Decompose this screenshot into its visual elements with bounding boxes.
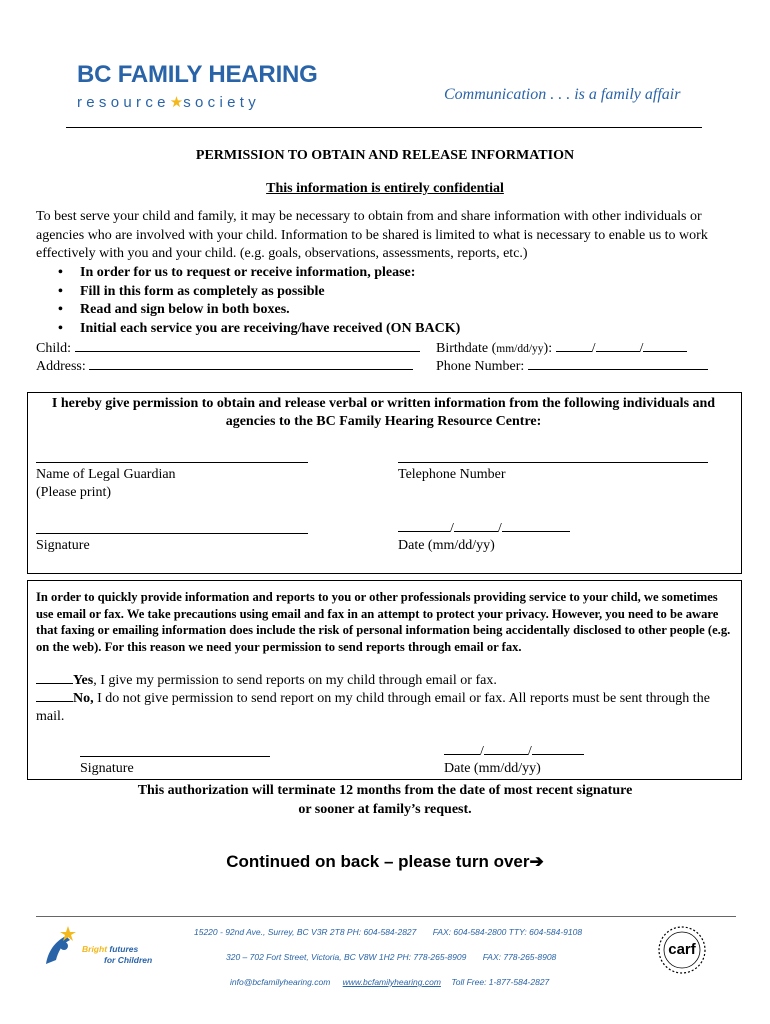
address-input-line[interactable] xyxy=(89,357,413,370)
header-divider xyxy=(66,127,702,128)
birthdate-year-line[interactable] xyxy=(643,339,687,352)
footer-divider xyxy=(36,916,736,917)
date2-day-line[interactable] xyxy=(484,742,528,755)
date-field: / / xyxy=(398,519,570,537)
birthdate-month-line[interactable] xyxy=(556,339,592,352)
yes-initial-line[interactable] xyxy=(36,671,73,684)
birthdate-label: Birthdate ( xyxy=(436,341,497,356)
confidential-notice: This information is entirely confidential xyxy=(266,181,504,196)
footer-contact xyxy=(230,977,549,987)
signature-label-2: Signature xyxy=(80,761,134,776)
termination-line-1: This authorization will terminate 12 months from the date of most recent signature xyxy=(137,783,633,798)
date-day-line[interactable] xyxy=(454,519,498,532)
child-field xyxy=(36,339,420,357)
telephone-label: Telephone Number xyxy=(398,467,506,482)
logo-sub-left: resource xyxy=(77,94,170,111)
date-label-2: Date (mm/dd/yy) xyxy=(444,761,541,776)
no-option xyxy=(36,689,736,726)
form-title: PERMISSION TO OBTAIN AND RELEASE INFORMATION xyxy=(195,148,575,163)
yes-text: , I give my permission to send reports on my child through email or fax. xyxy=(93,673,497,688)
birthdate-format: mm/dd/yy xyxy=(496,343,544,355)
list-item: • Fill in this form as completely as possible xyxy=(58,283,460,302)
footer-website-link[interactable]: www.bcfamilyhearing.com xyxy=(342,977,441,987)
date-label: Date (mm/dd/yy) xyxy=(398,538,495,553)
logo-sub-right: society xyxy=(183,94,261,111)
date-year-line[interactable] xyxy=(502,519,570,532)
guardian-name-line[interactable] xyxy=(36,462,308,463)
star-icon: ★ xyxy=(169,94,184,111)
footer-address-2 xyxy=(226,952,556,962)
footer-email[interactable]: info@bcfamilyhearing.com xyxy=(230,977,331,987)
birthdate-field: Birthdate (mm/dd/yy): / / xyxy=(436,339,687,357)
list-item: • Initial each service you are receiving/have received (ON BACK) xyxy=(58,320,460,339)
date-month-line[interactable] xyxy=(398,519,450,532)
yes-option xyxy=(36,671,736,690)
phone-label: Phone Number: xyxy=(436,359,525,374)
footer-fax-surrey: FAX: 604-584-2800 TTY: 604-584-9108 xyxy=(432,927,583,937)
guardian-label: Name of Legal Guardian xyxy=(36,467,176,482)
termination-line-2: or sooner at family’s request. xyxy=(298,802,472,817)
bright-word: Bright xyxy=(82,944,108,954)
telephone-line[interactable] xyxy=(398,462,708,463)
address-field xyxy=(36,357,413,375)
signature-line[interactable] xyxy=(36,533,308,534)
footer-address-1 xyxy=(194,927,582,937)
list-item: • Read and sign below in both boxes. xyxy=(58,301,460,320)
termination-note xyxy=(0,781,770,819)
no-label: No, xyxy=(73,691,94,706)
carf-text: carf xyxy=(668,941,696,958)
carf-logo xyxy=(654,924,710,976)
permission-heading: I hereby give permission to obtain and release verbal or written information from the following individuals and agencies to the BC Family Hearing Resource Centre: xyxy=(51,396,716,429)
date-field-2: / / xyxy=(444,742,584,760)
signature-line-2[interactable] xyxy=(80,756,270,757)
logo-title: BC FAMILY HEARING xyxy=(77,61,318,88)
footer-address-surrey: 15220 - 92nd Ave., Surrey, BC V3R 2T8 PH: 604-584-2827 xyxy=(194,927,417,937)
futures-word: futures xyxy=(109,944,139,954)
phone-field xyxy=(436,357,708,375)
date2-year-line[interactable] xyxy=(532,742,584,755)
signature-label: Signature xyxy=(36,538,90,553)
guardian-sublabel: (Please print) xyxy=(36,485,112,500)
tagline: Communication . . . is a family affair xyxy=(444,86,681,103)
bright-futures-text xyxy=(82,944,152,966)
child-label: Child: xyxy=(36,341,72,356)
footer-address-victoria: 320 – 702 Fort Street, Victoria, BC V8W 1H2 PH: 778-265-8909 xyxy=(226,952,467,962)
footer-fax-victoria: FAX: 778-265-8908 xyxy=(482,952,557,962)
birthdate-label-close: ): xyxy=(543,341,553,356)
child-input-line[interactable] xyxy=(75,339,420,352)
date2-month-line[interactable] xyxy=(444,742,480,755)
address-label: Address: xyxy=(36,359,86,374)
logo-subtitle xyxy=(77,93,260,111)
phone-input-line[interactable] xyxy=(528,357,708,370)
no-initial-line[interactable] xyxy=(36,689,73,702)
no-text: I do not give permission to send report on my child through email or fax. All reports must be sent through the mail. xyxy=(36,691,710,724)
footer-tollfree: Toll Free: 1-877-584-2827 xyxy=(451,977,550,987)
list-item: • In order for us to request or receive information, please: xyxy=(58,264,460,283)
continued-notice xyxy=(0,852,770,872)
birthdate-day-line[interactable] xyxy=(596,339,640,352)
arrow-right-icon: ➔ xyxy=(529,852,544,871)
email-fax-notice: In order to quickly provide information and reports to you or other professionals providing service to your child, we sometimes use email or fax. We take precautions using email and fax in an attempt to protect your privacy. However, you need to be aware that faxing or emailing information does include the risk of personal information being accidentally disclosed to other people (e.g. on the web). For this reason we need your permission to send reports through email or fax. xyxy=(36,590,731,654)
intro-paragraph: To best serve your child and family, it may be necessary to obtain from and share information with other individuals or agencies who are involved with your child. Information to be shared is limited to what is necessary to enable us to work effectively with you and your child. (e.g. goals, observations, assessments, reports, etc.) xyxy=(36,209,708,261)
yes-label: Yes xyxy=(73,673,94,688)
instructions-list xyxy=(58,264,460,338)
continued-text: Continued on back – please turn over xyxy=(226,852,530,871)
for-children-text: for Children xyxy=(104,955,153,965)
